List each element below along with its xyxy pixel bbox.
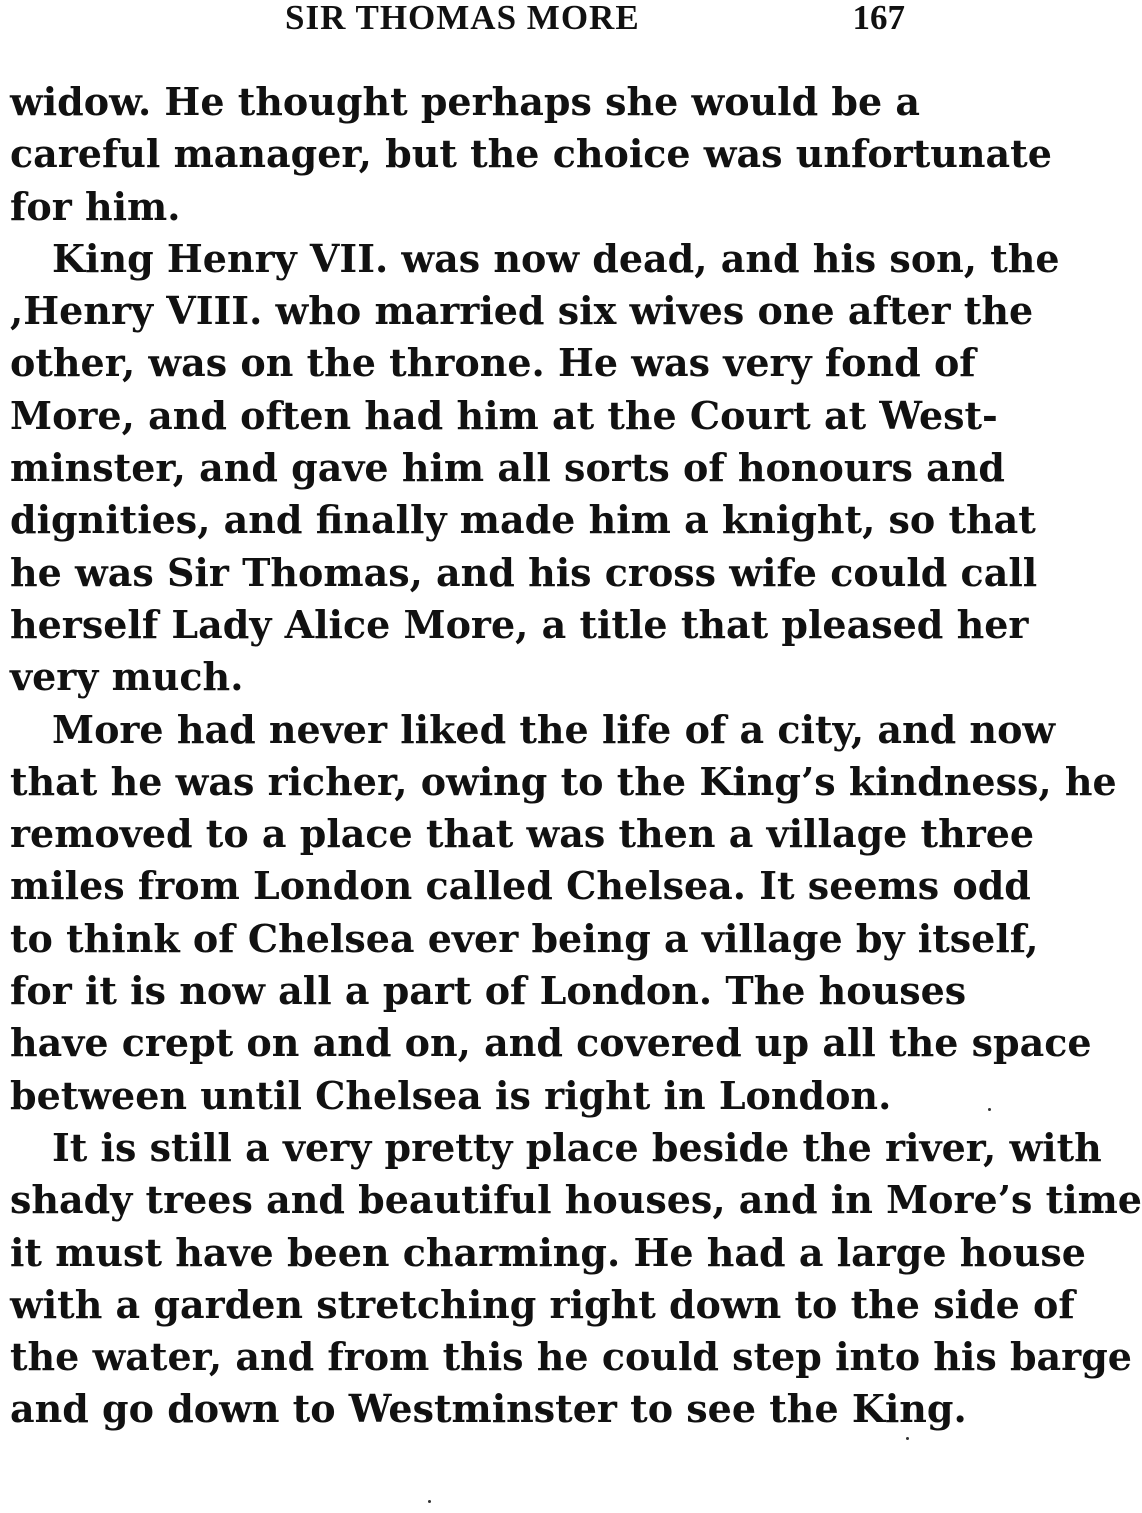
text-line: other, was on the throne. He was very fond of (10, 340, 976, 386)
page-number: 167 (852, 0, 905, 37)
scan-speck (906, 1437, 909, 1440)
text-line: More, and often had him at the Court at West- (10, 392, 998, 438)
running-head (0, 0, 1000, 46)
text-line: careful manager, but the choice was unfortunate (10, 131, 1052, 177)
text-line: for it is now all a part of London. The houses (10, 968, 967, 1014)
text-line: with a garden stretching right down to the side of (10, 1281, 1075, 1327)
text-line: dignities, and finally made him a knight, so that (10, 497, 1036, 543)
text-line: miles from London called Chelsea. It seems odd (10, 863, 1031, 909)
text-line: and go down to Westminster to see the King. (10, 1386, 967, 1432)
running-title: SIR THOMAS MORE (285, 0, 640, 37)
text-line: shady trees and beautiful houses, and in More’s time (10, 1177, 1142, 1223)
text-line: herself Lady Alice More, a title that pleased her (10, 601, 1029, 647)
text-line: have crept on and on, and covered up all the space (10, 1020, 1092, 1066)
text-line: removed to a place that was then a village three (10, 811, 1035, 857)
text-line: minster, and gave him all sorts of honours and (10, 445, 1005, 491)
text-line: for him. (10, 183, 181, 229)
text-line: widow. He thought perhaps she would be a (10, 79, 921, 124)
text-line: to think of Chelsea ever being a village by itself, (10, 915, 1039, 961)
text-line: it must have been charming. He had a large house (10, 1229, 1086, 1275)
text-line: he was Sir Thomas, and his cross wife could call (10, 549, 1038, 595)
body-text (10, 76, 1142, 1436)
scan-speck (428, 1500, 431, 1503)
scan-speck (988, 1108, 991, 1111)
text-line: It is still a very pretty place beside the river, with (52, 1124, 1102, 1170)
text-line: very much. (10, 654, 244, 700)
text-line: between until Chelsea is right in London. (10, 1072, 892, 1118)
text-line: the water, and from this he could step into his barge (10, 1334, 1132, 1380)
text-line: King Henry VII. was now dead, and his son, the (52, 235, 1060, 281)
text-line: More had never liked the life of a city, and now (52, 706, 1056, 752)
text-line: ,Henry VIII. who married six wives one after the (10, 288, 1034, 334)
text-line: that he was richer, owing to the King’s kindness, he (10, 758, 1117, 804)
